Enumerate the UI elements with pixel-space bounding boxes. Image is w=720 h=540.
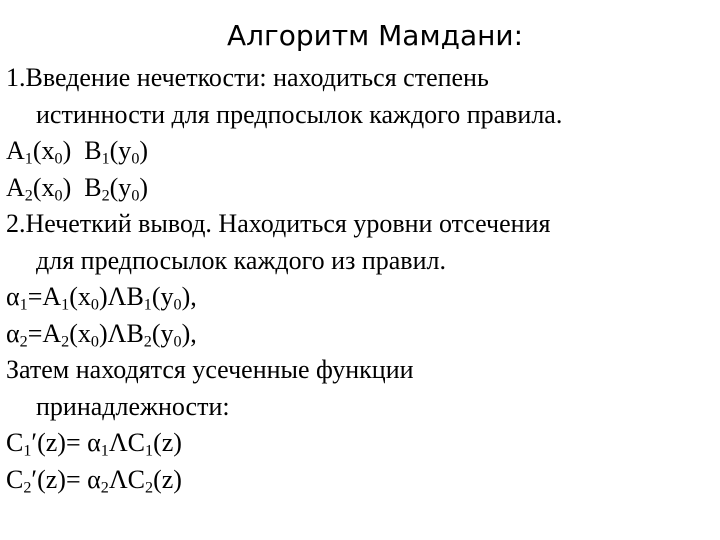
formula-text: A <box>6 136 25 165</box>
formula-a1-b1 <box>6 133 714 170</box>
formula-text: )ΛB <box>98 282 144 311</box>
formula-text: ) B <box>62 172 102 202</box>
formula-text: ), <box>181 282 197 311</box>
formula-text: (x <box>32 136 55 165</box>
formula-c2-prime <box>6 462 714 499</box>
formula-subscript: 2 <box>24 187 33 204</box>
formula-text: ) <box>139 172 149 202</box>
formula-text: (x <box>32 172 55 202</box>
formula-text: (x <box>69 282 91 311</box>
formula-text: ), <box>181 318 197 348</box>
formula-text: (z) <box>153 464 182 494</box>
formula-text: A <box>6 172 25 202</box>
formula-subscript: 0 <box>90 333 99 350</box>
formula-subscript: 2 <box>101 187 110 204</box>
formula-subscript: 1 <box>101 150 110 168</box>
formula-subscript: 1 <box>143 296 152 314</box>
step-3-line-2: принадлежности: <box>36 391 230 421</box>
formula-text: =A <box>27 282 62 311</box>
formula-subscript: 0 <box>54 150 63 168</box>
formula-text: C <box>6 428 24 457</box>
formula-subscript: 0 <box>173 333 182 350</box>
formula-subscript: 0 <box>90 296 99 314</box>
slide-body <box>6 60 714 498</box>
formula-text: ΛC <box>108 464 146 494</box>
formula-text: (z) <box>153 428 182 457</box>
formula-subscript: 0 <box>54 187 63 204</box>
formula-text: (y <box>151 282 174 311</box>
formula-text: (y <box>151 318 174 348</box>
formula-subscript: 2 <box>23 479 32 496</box>
formula-alpha1 <box>6 279 714 316</box>
formula-text: C <box>6 464 24 494</box>
formula-subscript: 1 <box>24 150 33 168</box>
formula-subscript: 2 <box>145 479 154 496</box>
formula-subscript: 1 <box>145 442 154 460</box>
formula-a2-b2 <box>6 170 714 207</box>
formula-subscript: 0 <box>131 150 140 168</box>
formula-c1-prime <box>6 425 714 462</box>
formula-subscript: 2 <box>19 333 28 350</box>
formula-text: (x <box>69 318 91 348</box>
formula-subscript: 1 <box>100 442 109 460</box>
formula-subscript: 2 <box>100 479 109 496</box>
formula-text: ′(z)= α <box>31 464 101 494</box>
step-2-line-2: для предпосылок каждого из правил. <box>36 245 446 275</box>
formula-alpha2 <box>6 316 714 353</box>
formula-text: )ΛB <box>98 318 144 348</box>
step-3-line-1: Затем находятся усеченные функции <box>6 355 414 384</box>
formula-text: ′(z)= α <box>31 428 101 457</box>
formula-text: (y <box>109 172 132 202</box>
formula-text: ) B <box>62 136 102 165</box>
formula-text: α <box>6 282 20 311</box>
formula-text: α <box>6 318 20 348</box>
slide-title: Алгоритм Мамдани: <box>226 19 524 52</box>
formula-subscript: 0 <box>173 296 182 314</box>
formula-text: ) <box>139 136 149 165</box>
formula-subscript: 2 <box>61 333 70 350</box>
formula-text: (y <box>109 136 132 165</box>
formula-subscript: 0 <box>131 187 140 204</box>
formula-subscript: 2 <box>143 333 152 350</box>
formula-subscript: 1 <box>61 296 70 314</box>
formula-subscript: 1 <box>19 296 28 314</box>
formula-subscript: 1 <box>23 442 32 460</box>
formula-text: =A <box>27 318 62 348</box>
formula-text: ΛC <box>108 428 146 457</box>
step-2-line-1: 2.Нечеткий вывод. Находиться уровни отсечения <box>6 209 551 238</box>
step-1-line-1: 1.Введение нечеткости: находиться степень <box>6 63 489 92</box>
step-1-line-2: истинности для предпосылок каждого правила. <box>36 99 563 129</box>
